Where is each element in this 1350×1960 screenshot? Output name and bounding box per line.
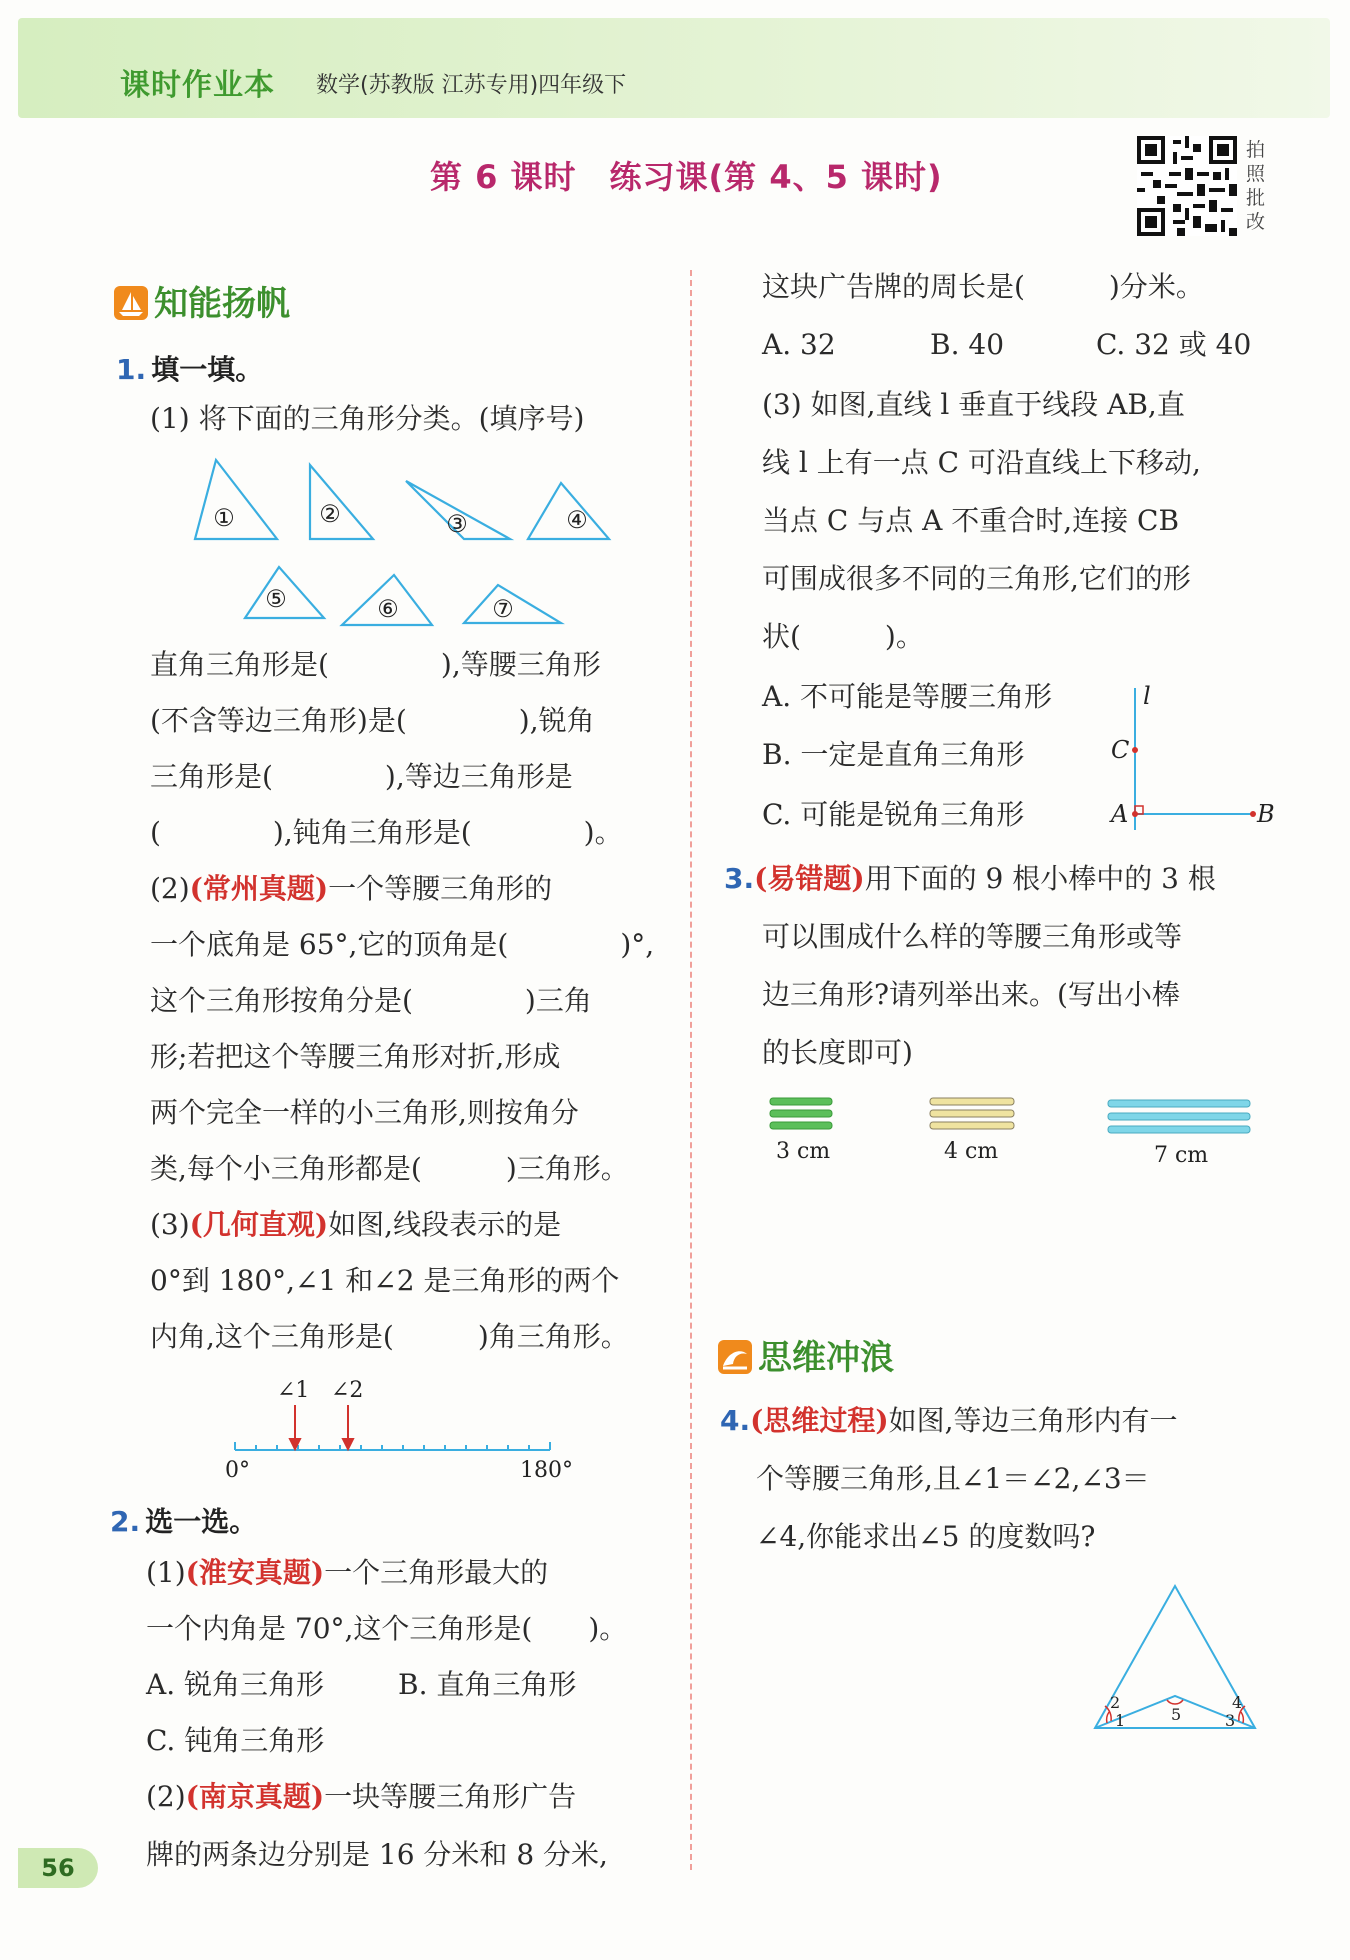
wave-icon <box>718 1340 752 1374</box>
triangle-label: ① <box>213 504 235 532</box>
text-line: ( ),钝角三角形是( )。 <box>150 816 623 849</box>
text-line: 个等腰三角形,且∠1＝∠2,∠3＝ <box>756 1462 1150 1495</box>
text-line: 类,每个小三角形都是( )三角形。 <box>150 1152 629 1185</box>
source-tag: (易错题) <box>754 862 865 895</box>
text-line: 0°到 180°,∠1 和∠2 是三角形的两个 <box>150 1264 620 1297</box>
source-tag: (常州真题) <box>189 872 329 905</box>
text-line: 一个内角是 70°,这个三角形是( )。 <box>146 1612 628 1645</box>
text-line: (不含等边三角形)是( ),锐角 <box>150 704 595 737</box>
section-title-2: 思维冲浪 <box>758 1338 894 1378</box>
question-title: 选一选。 <box>145 1505 258 1538</box>
angle-number-line <box>215 1375 595 1485</box>
option-a[interactable]: A. 锐角三角形 <box>146 1668 325 1701</box>
source-tag: (南京真题) <box>185 1780 325 1813</box>
question-number: 1. <box>116 353 147 386</box>
section-heading-1 <box>114 276 290 325</box>
stick-length-label: 4 cm <box>944 1139 999 1164</box>
option-a[interactable]: A. 不可能是等腰三角形 <box>762 680 1053 713</box>
question-number: 4. <box>720 1404 751 1437</box>
triangle-label: ③ <box>446 510 468 538</box>
question-2-header <box>110 1500 257 1540</box>
triangle-label: ⑥ <box>377 595 399 623</box>
sticks-figure <box>760 1090 1260 1180</box>
section-heading-2 <box>718 1330 894 1379</box>
q1-part3-first-line: (3)(几何直观)如图,线段表示的是 <box>150 1208 562 1241</box>
source-tag: (思维过程) <box>750 1404 889 1437</box>
triangle-label: ⑦ <box>492 595 514 623</box>
q4-first-line: 4.(思维过程)如图,等边三角形内有一 <box>720 1404 1178 1437</box>
triangle-figures <box>180 455 630 635</box>
source-tag: (几何直观) <box>189 1208 329 1241</box>
scale-label: 0° <box>225 1458 250 1483</box>
question-number: 2. <box>110 1505 141 1538</box>
angle-number: 4 <box>1232 1693 1243 1712</box>
text-line: (3) 如图,直线 l 垂直于线段 AB,直 <box>762 388 1185 421</box>
angle-number: 5 <box>1171 1705 1182 1724</box>
sticks-7cm <box>1108 1100 1250 1133</box>
qr-code-icon[interactable] <box>1137 136 1237 236</box>
perpendicular-line-figure <box>1105 680 1275 840</box>
subject-line: 数学(苏教版 江苏专用)四年级下 <box>316 73 627 98</box>
option-a[interactable]: A. 32 <box>762 328 836 361</box>
text-line: 的长度即可) <box>762 1036 913 1069</box>
text-line: 内角,这个三角形是( )角三角形。 <box>150 1320 629 1353</box>
q2-part2-first-line: (2)(南京真题)一块等腰三角形广告 <box>146 1780 577 1813</box>
stick-length-label: 7 cm <box>1154 1143 1209 1168</box>
text-line: 当点 C 与点 A 不重合时,连接 CB <box>762 504 1180 537</box>
line-label-l: l <box>1143 682 1151 710</box>
option-c[interactable]: C. 32 或 40 <box>1096 328 1252 361</box>
scale-label: 180° <box>520 1458 573 1483</box>
column-divider <box>690 270 692 1870</box>
angle-number: 2 <box>1110 1693 1121 1712</box>
q1-part1-intro: (1) 将下面的三角形分类。(填序号) <box>150 402 585 435</box>
q2-part1-first-line: (1)(淮安真题)一个三角形最大的 <box>146 1556 549 1589</box>
point-label-b: B <box>1257 800 1275 828</box>
text-line: 可以围成什么样的等腰三角形或等 <box>762 920 1183 953</box>
option-b[interactable]: B. 一定是直角三角形 <box>762 738 1025 771</box>
brand-title: 课时作业本 <box>120 68 275 103</box>
text-line: 可围成很多不同的三角形,它们的形 <box>762 562 1191 595</box>
q3-first-line: 3.(易错题)用下面的 9 根小棒中的 3 根 <box>724 862 1216 895</box>
triangle-label: ② <box>319 500 341 528</box>
triangle-1 <box>195 460 277 539</box>
text-line: 线 l 上有一点 C 可沿直线上下移动, <box>762 446 1201 479</box>
triangle-label: ⑤ <box>265 585 287 613</box>
page-number: 56 <box>18 1848 98 1888</box>
option-c[interactable]: C. 可能是锐角三角形 <box>762 798 1025 831</box>
text-line: 这个三角形按角分是( )三角 <box>150 984 592 1017</box>
question-title: 填一填。 <box>151 353 264 386</box>
lesson-title: 第 6 课时 练习课(第 4、5 课时) <box>430 158 943 196</box>
angle-number: 1 <box>1115 1711 1126 1730</box>
sticks-3cm <box>770 1098 832 1129</box>
text-line: 直角三角形是( ),等腰三角形 <box>150 648 601 681</box>
equilateral-triangle-figure <box>1085 1578 1265 1738</box>
point-label-c: C <box>1111 736 1130 764</box>
source-tag: (淮安真题) <box>185 1556 325 1589</box>
option-b[interactable]: B. 直角三角形 <box>398 1668 577 1701</box>
question-number: 3. <box>724 862 755 895</box>
section-title-1: 知能扬帆 <box>154 284 290 324</box>
sail-icon <box>114 286 148 320</box>
text-line: 一个底角是 65°,它的顶角是( )°, <box>150 928 655 961</box>
stick-length-label: 3 cm <box>776 1139 831 1164</box>
question-1-header <box>116 348 263 388</box>
text-line: 边三角形?请列举出来。(写出小棒 <box>762 978 1180 1011</box>
text-line: 这块广告牌的周长是( )分米。 <box>762 270 1204 303</box>
text-line: 牌的两条边分别是 16 分米和 8 分米, <box>146 1838 608 1871</box>
point-label-a: A <box>1111 800 1129 828</box>
option-c[interactable]: C. 钝角三角形 <box>146 1724 325 1757</box>
q1-part2-first-line: (2)(常州真题)一个等腰三角形的 <box>150 872 553 905</box>
angle-label: ∠2 <box>331 1378 364 1403</box>
qr-label: 拍照批改 <box>1246 139 1266 233</box>
text-line: 状( )。 <box>762 620 924 653</box>
text-line: 三角形是( ),等边三角形是 <box>150 760 573 793</box>
text-line: 形;若把这个等腰三角形对折,形成 <box>150 1040 561 1073</box>
angle-label: ∠1 <box>277 1378 310 1403</box>
triangle-label: ④ <box>566 506 588 534</box>
angle-number: 3 <box>1225 1711 1236 1730</box>
sticks-4cm <box>930 1098 1014 1129</box>
option-b[interactable]: B. 40 <box>930 328 1005 361</box>
text-line: ∠4,你能求出∠5 的度数吗? <box>756 1520 1096 1553</box>
text-line: 两个完全一样的小三角形,则按角分 <box>150 1096 579 1129</box>
